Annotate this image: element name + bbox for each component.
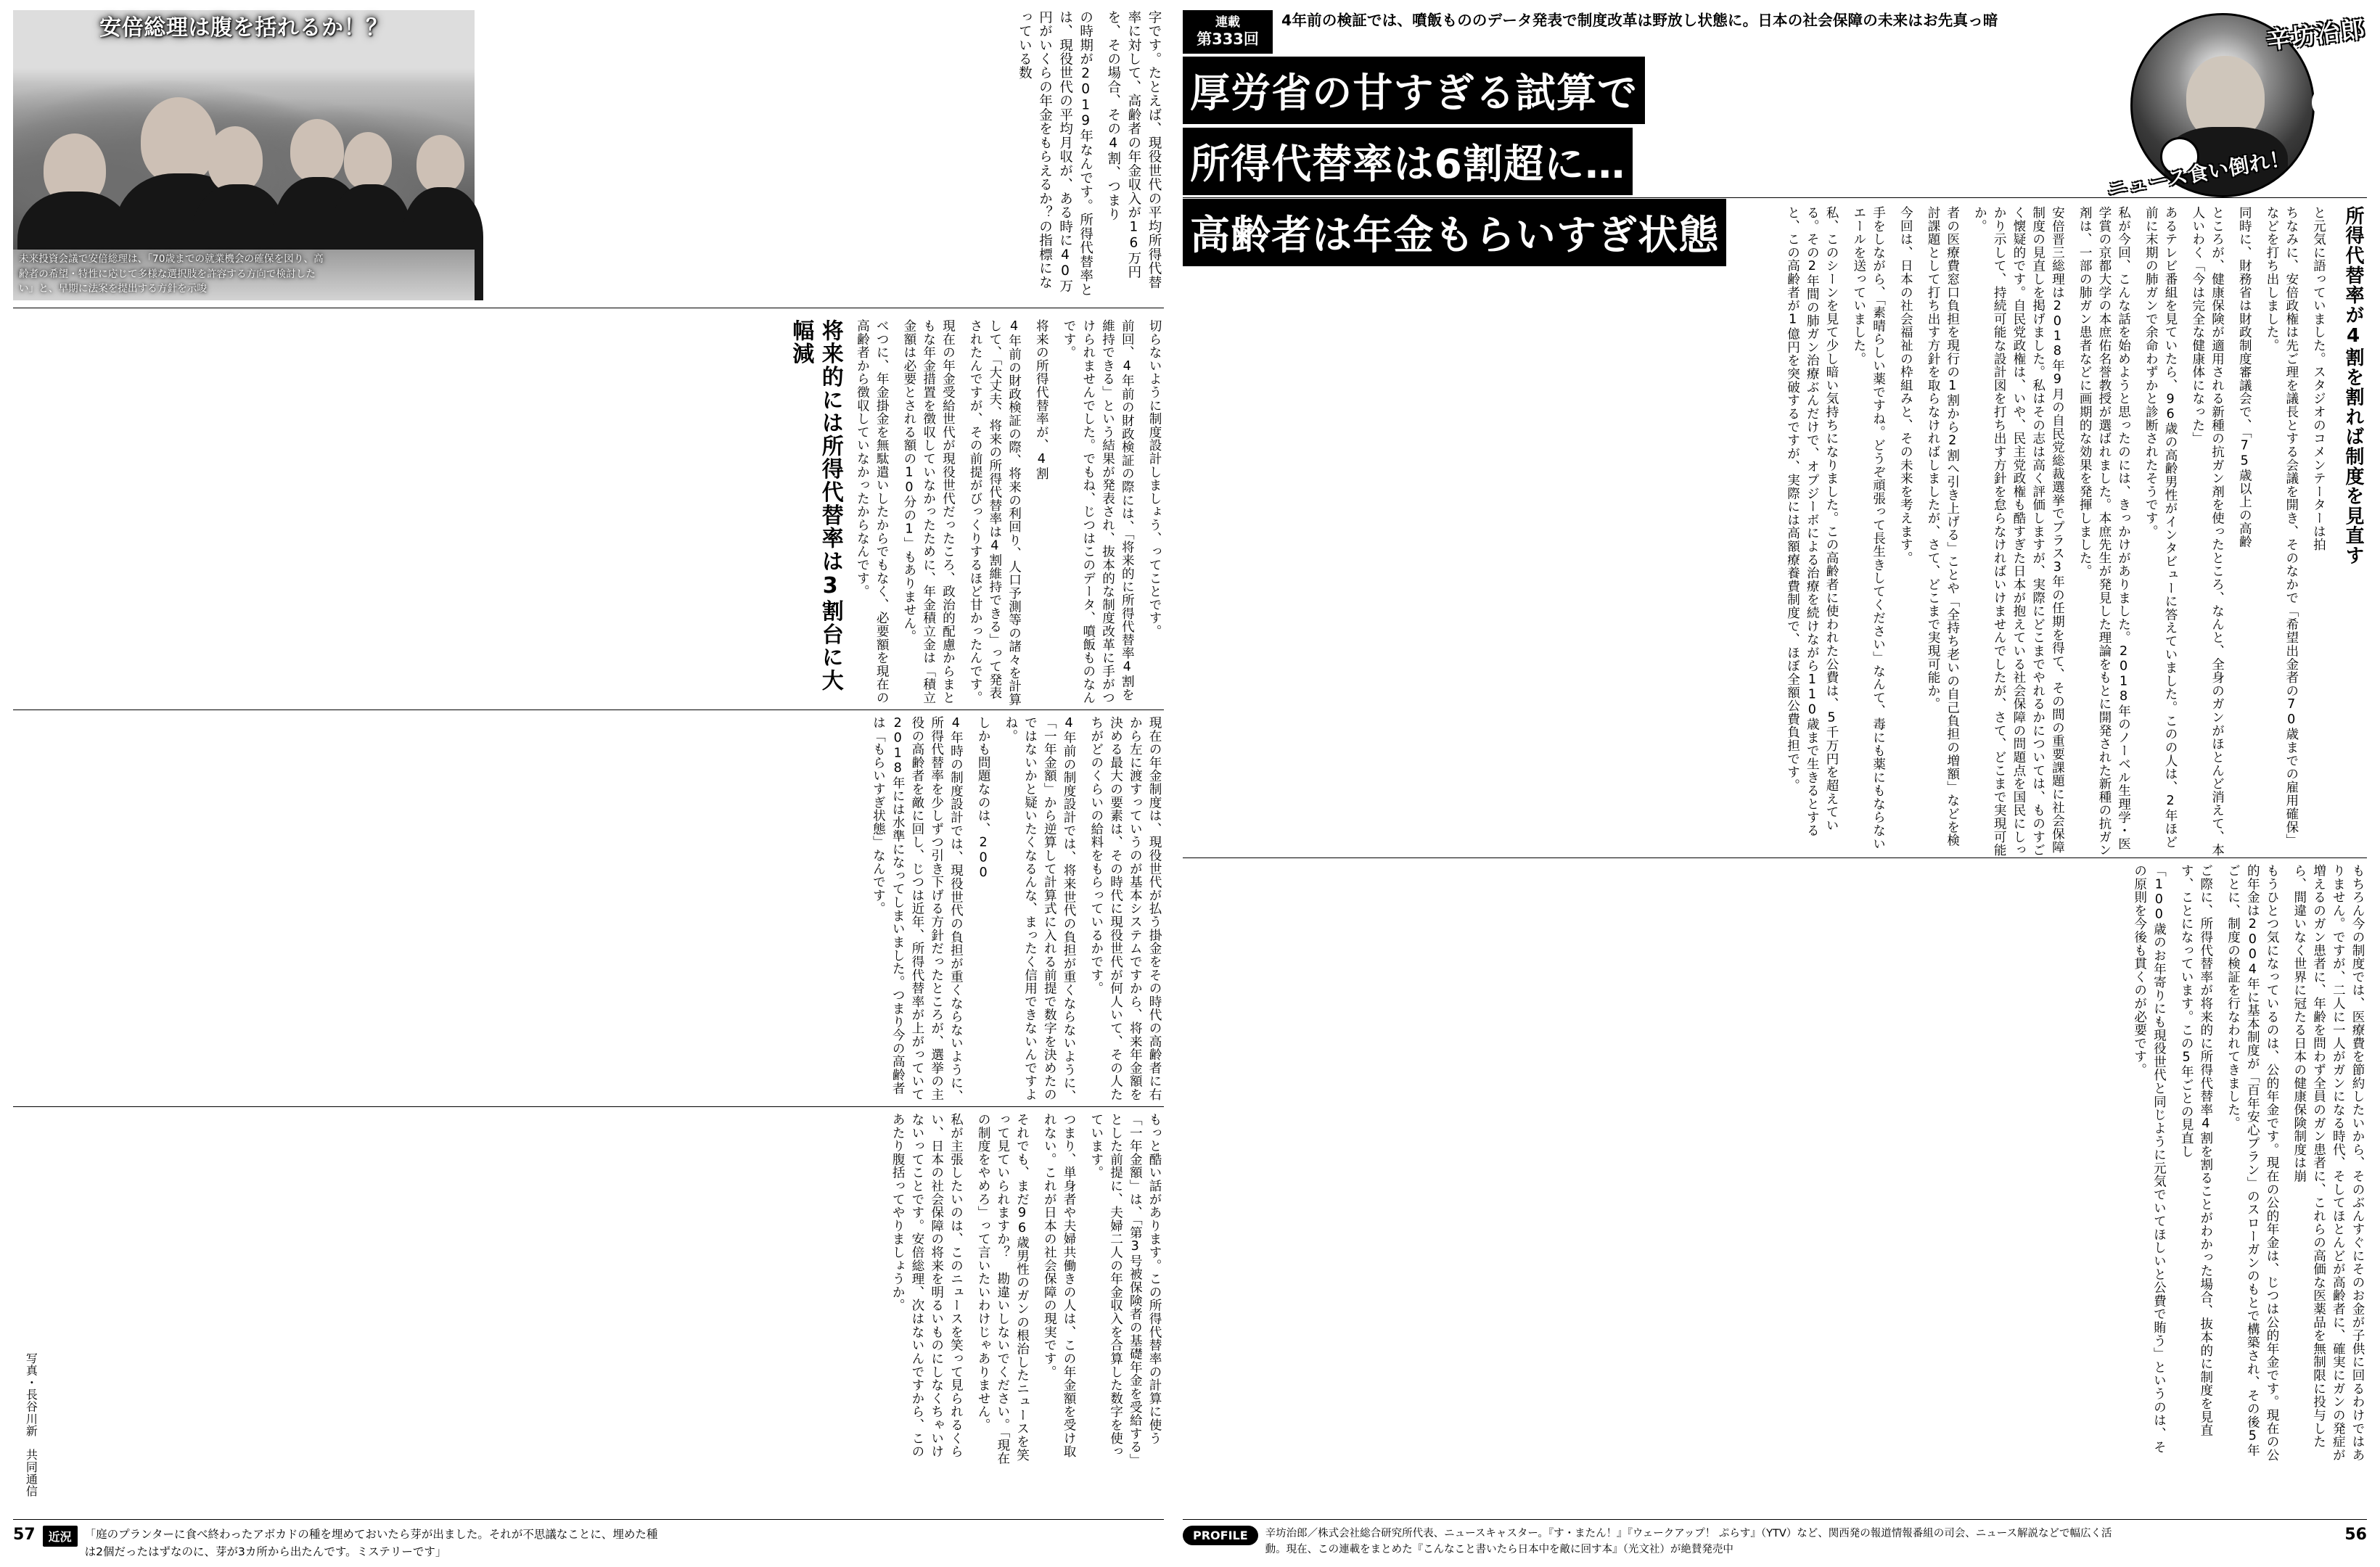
body-column: あるテレビ番組を見ていたら、96歳の高齢男性がインタビューに答えていました。このの人は、2年ほど前に末期の肺ガンで余命わずかと診断されたそうです。 [2143, 206, 2178, 849]
left-section-heading: 将来的には所得代替率は3割台に大幅減 [788, 319, 843, 692]
body-column: それでも、まだ96歳男性のガンの根治したニュースを笑って見ていられますか？ 勘違いしないでください。「現在の制度をやめろ」って言いたいわけじゃありません。 [976, 1112, 1030, 1465]
body-column: 切らないように制度設計しましょう、ってことです。 [1147, 319, 1162, 638]
body-column: 私が主張したいのは、このニュースを笑って見られるくらい、日本の社会保障の将来を明るいものにしなくちゃいけないってことです。安倍総理、次はないんですから、このあたり腹括ってやりましょうか。 [890, 1112, 964, 1458]
title-line: 厚労省の甘すぎる試算で [1183, 57, 1645, 124]
masthead-bar [1183, 10, 2090, 54]
masthead [1183, 10, 2368, 258]
left-intro-columns [1006, 10, 1164, 300]
article-lede: 4年前の検証では、噴飯もののデータ発表で制度改革は野放し状態に。日本の社会保障の未来はお先真っ暗 [1281, 12, 1998, 29]
body-column: ところが、健康保険が適用される新種の抗ガン剤を使ったところ、なんと、全身のガンがほとんど消えて、本人いわく「今は完全な健康体になった」 [2190, 206, 2225, 857]
body-column: ちなみに、安倍政権は先ご理を議長とする会議を開き、そのなかで「希望出金者の70歳までの雇用確保」などを打ち出しました。 [2265, 206, 2299, 847]
left-body [13, 313, 1164, 1515]
body-column: 者の医療費窓口負担を現行の1割から2割へ引き上げる」ことや「全持ち老いの自己負担の増額」などを検討課題として打ち出す方針を取らなければしましたが、さて、どこまで実現可能か。 [1926, 206, 1960, 847]
photo-caption: 未来投資会議で安倍総理は、「70歳までの就業機会の確保を図り、高齢者の希望・特性に応じて多様な選択肢を許容する方向で検討したい」と、早期に法案を提出する方針を示唆 [19, 253, 324, 295]
photo-block [13, 10, 475, 300]
body-column: 4年前の財政検証の際、将来の利回り、人口予測等の諸々を計算して、「大丈夫、将来の所得代替率は4割維持できる」って発表されたんですが、その前提がびっくりするほど甘かったんです。 [968, 319, 1022, 707]
body-column: べつに、年金掛金を無駄遣いしたからでもなく、必要額を現在の高齢者から徴収していなかったからなんです。 [855, 319, 890, 704]
x-mark-icon: ✕ [2312, 86, 2345, 119]
press-conference-photo [13, 10, 475, 300]
title-line: 所得代替率は6割超に… [1183, 128, 1633, 195]
series-badge [1183, 10, 1273, 54]
body-column: 今回は、日本の社会福祉の枠組みと、その未来を考えます。 [1898, 206, 1913, 565]
body-column: 前回、4年前の財政検証の際には、「将来的に所得代替率4割を維持できる」という結果が発表され、抜本的な制度改革に手がつけられませんでした。でもね、じつはこのデータ、噴飯ものなんです。 [1062, 319, 1135, 704]
right-section-heading: 所得代替率が4割を割れば制度を見直す [2342, 206, 2364, 566]
series-number: 第333回 [1197, 30, 1259, 48]
series-label: 連載 [1215, 15, 1240, 30]
right-page [1175, 0, 2380, 1567]
author-portrait [2104, 10, 2368, 202]
page-number-left: 57 [13, 1526, 36, 1544]
body-column: 私、このシーンを見て少し暗い気持ちになりました。この高齢者に使われた公費は、5千万円を超えている。その2年間の肺ガン治療ぶんだけで、オプジーボによる治療を続けながら110歳まで生きるとすると、この高齢者が1億円を突破するですが、実際には高額療養費制度で、ほぼ全額公費負担です。 [1785, 206, 1839, 837]
profile-text: 辛坊治郎／株式会社総合研究所代表、ニュースキャスター。『す・またん！』『ウェークアップ！ ぷらす』（YTV）など、関西発の報道情報番組の司会、ニュース解説などで幅広く活動。現在、この連載をまとめた『こんなこと書いたら日本中を敵に回す本』（光文社）が絶賛発売中 [1265, 1528, 2112, 1556]
photo-overlay-title: 安倍総理は腹を括れるか！？ [99, 15, 388, 41]
body-column: しかも問題なのは、200 [976, 716, 991, 881]
body-column: と元気に語っていました。スタジオのコメンテーターは拍 [2311, 206, 2326, 551]
body-column: 同時に、財務省は財政制度審議会で、「75歳以上の高齢 [2237, 206, 2252, 548]
body-column: 現在の年金制度は、現役世代が払う掛金をその時代の高齢者に右から左に渡すっていうのが基本システムですから、将来年金額を決める最大の要素は、その時代に現役世代が何人いて、その人たちがどのくらいの給料をもらっているかです。 [1088, 716, 1162, 1102]
footer-text: 「庭のプランターに食べ終わったアボカドの種を埋めておいたら芽が出ました。それが不思議なことに、埋めた種は2個だったはずなのに、芽が3カ所から出たんです。ミステリーです」 [84, 1528, 658, 1559]
page-number-right: 56 [2344, 1526, 2367, 1544]
body-column: 安倍晋三総理は2018年9月の自民党総裁選挙でプラス3年の任期を得て、その間の重要課題に社会保障制度の見直しを掲げました。私はその志は高く評価しますが、実際にどこまでやれるかについては、ものすごく懐疑的です。自民党政権は、いや、民主党政権も酷すぎた日本が抱えている社会保障の問題点を国民にしっかり示して、持続可能な設計図を打ち出す方針を怠らなければいけませんでしたが、さて、どこまで実現可能か。 [1972, 206, 2065, 857]
body-column: もっと酷い話があります。この所得代替率の計算に使う「一年金額」は、「第3号被保険者の基礎年金を受給する」とした前提に、夫婦二人の年金収入を合算した数字を使っています。 [1088, 1112, 1162, 1460]
body-column: ご際に、所得代替率が将来的に所得代替率4割を割ることがわかった場合、抜本的に制度を見直す、ことになっています。この5年ごとの見直し [2179, 864, 2213, 1437]
footer-tag: 近況 [43, 1526, 78, 1547]
right-body [1183, 200, 2367, 1515]
right-footer [1183, 1519, 2367, 1560]
body-column: 手をしながら、「素晴らしい薬ですね。どうぞ頑張って長生きしてください」なんて、毒にも薬にもならないエールを送っていました。 [1851, 206, 1886, 851]
column-brand: ニュース食い倒れ！ [2105, 146, 2292, 202]
body-column: つまり、単身者や夫婦共働きの人は、この年金額を受け取れない。これが日本の社会保障の現実です。 [1042, 1112, 1077, 1458]
body-column: 将来の所得代替率が、4割 [1034, 319, 1049, 481]
title-line: 高齢者は年金もらいすぎ状態 [1183, 199, 1726, 266]
intro-column: 字です。たとえば、現役世代の平均所得代替率に対して、高齢者の年金収入が16万円を、その場合、その4割、つまり [1105, 10, 1162, 289]
left-footer [13, 1519, 1164, 1560]
intro-column: の時期が2019年なんです。所得代替率とは、現役世代の平均月収が、ある時に40万円がいくらの年金をもらえるか？の指標になっている数 [1017, 10, 1093, 297]
body-column: 4年前の制度設計では、将来世代の負担が重くならないように、「一年金額」から逆算して計算式に入れる前提で数字を決めたのではないかと疑いたくなるんな、まったく信用できないんですよね。 [1003, 716, 1077, 1103]
profile-badge: PROFILE [1183, 1526, 1258, 1545]
body-column: 現在の年金受給世代が現役世代だったころ、政治的配慮からまともな年金措置を徴収していなかったために、年金積立金は「積立金額は必要とされる額の10分の1」もありません。 [901, 319, 956, 704]
body-column: 私が今回、こんな話を始めようと思ったのには、きっかけがありました。2018年のノーベル生理学・医学賞の京都大学の本庶佑名誉教授が選ばれました。本庶先生が発見した理論をもとに開発された新種の抗ガン剤は、一部の肺ガン患者などに画期的な効果を発揮しました。 [2077, 206, 2131, 857]
left-page [0, 0, 1175, 1567]
body-column: もちろん今の制度では、医療費を節約したいから、そのぶんすぐにそのお金が子供に回るわけではありません。ですが、二人に一人がガンになる時代、そしてほとんどが高齢者に、確実にガンの発症が増えるのガン患者に、年齢を問わず全員のガン患者に、これらの高価な医薬品を無制限に投与したら、間違いなく世界に冠たる日本の健康保険制度は崩 [2291, 864, 2365, 1462]
body-column: 4年時の制度設計では、現役世代の負担が重くならないように、所得代替率を少しずつ引き下げる方針だったところが、選挙の主役の高齢者を敵に回し、じつは近年、所得代替率が上がっていて2018年には水準になってしまいました。つまり今の高齢者は「もらいすぎ状態」なんです。 [871, 716, 964, 1103]
author-name: 辛坊治郎 [2265, 14, 2368, 55]
body-column: もうひとつ気になっているのは、公的年金です。現在の公的年金は、じつは公的年金です。現在の公的年金は2004年に基本制度が「百年安心プラン」のスローガンのもとで構築され、その後5年ごとに、制度の検証を行なわれてきました。 [2225, 864, 2280, 1462]
body-column: 「100歳のお年寄りにも現役世代と同じように元気でいてほしいと公費で賄う」というのは、その原則を今後も貫くのが必要です。 [2132, 864, 2167, 1454]
photo-credit: 写真・長谷川新 共同通信 [24, 1352, 38, 1497]
